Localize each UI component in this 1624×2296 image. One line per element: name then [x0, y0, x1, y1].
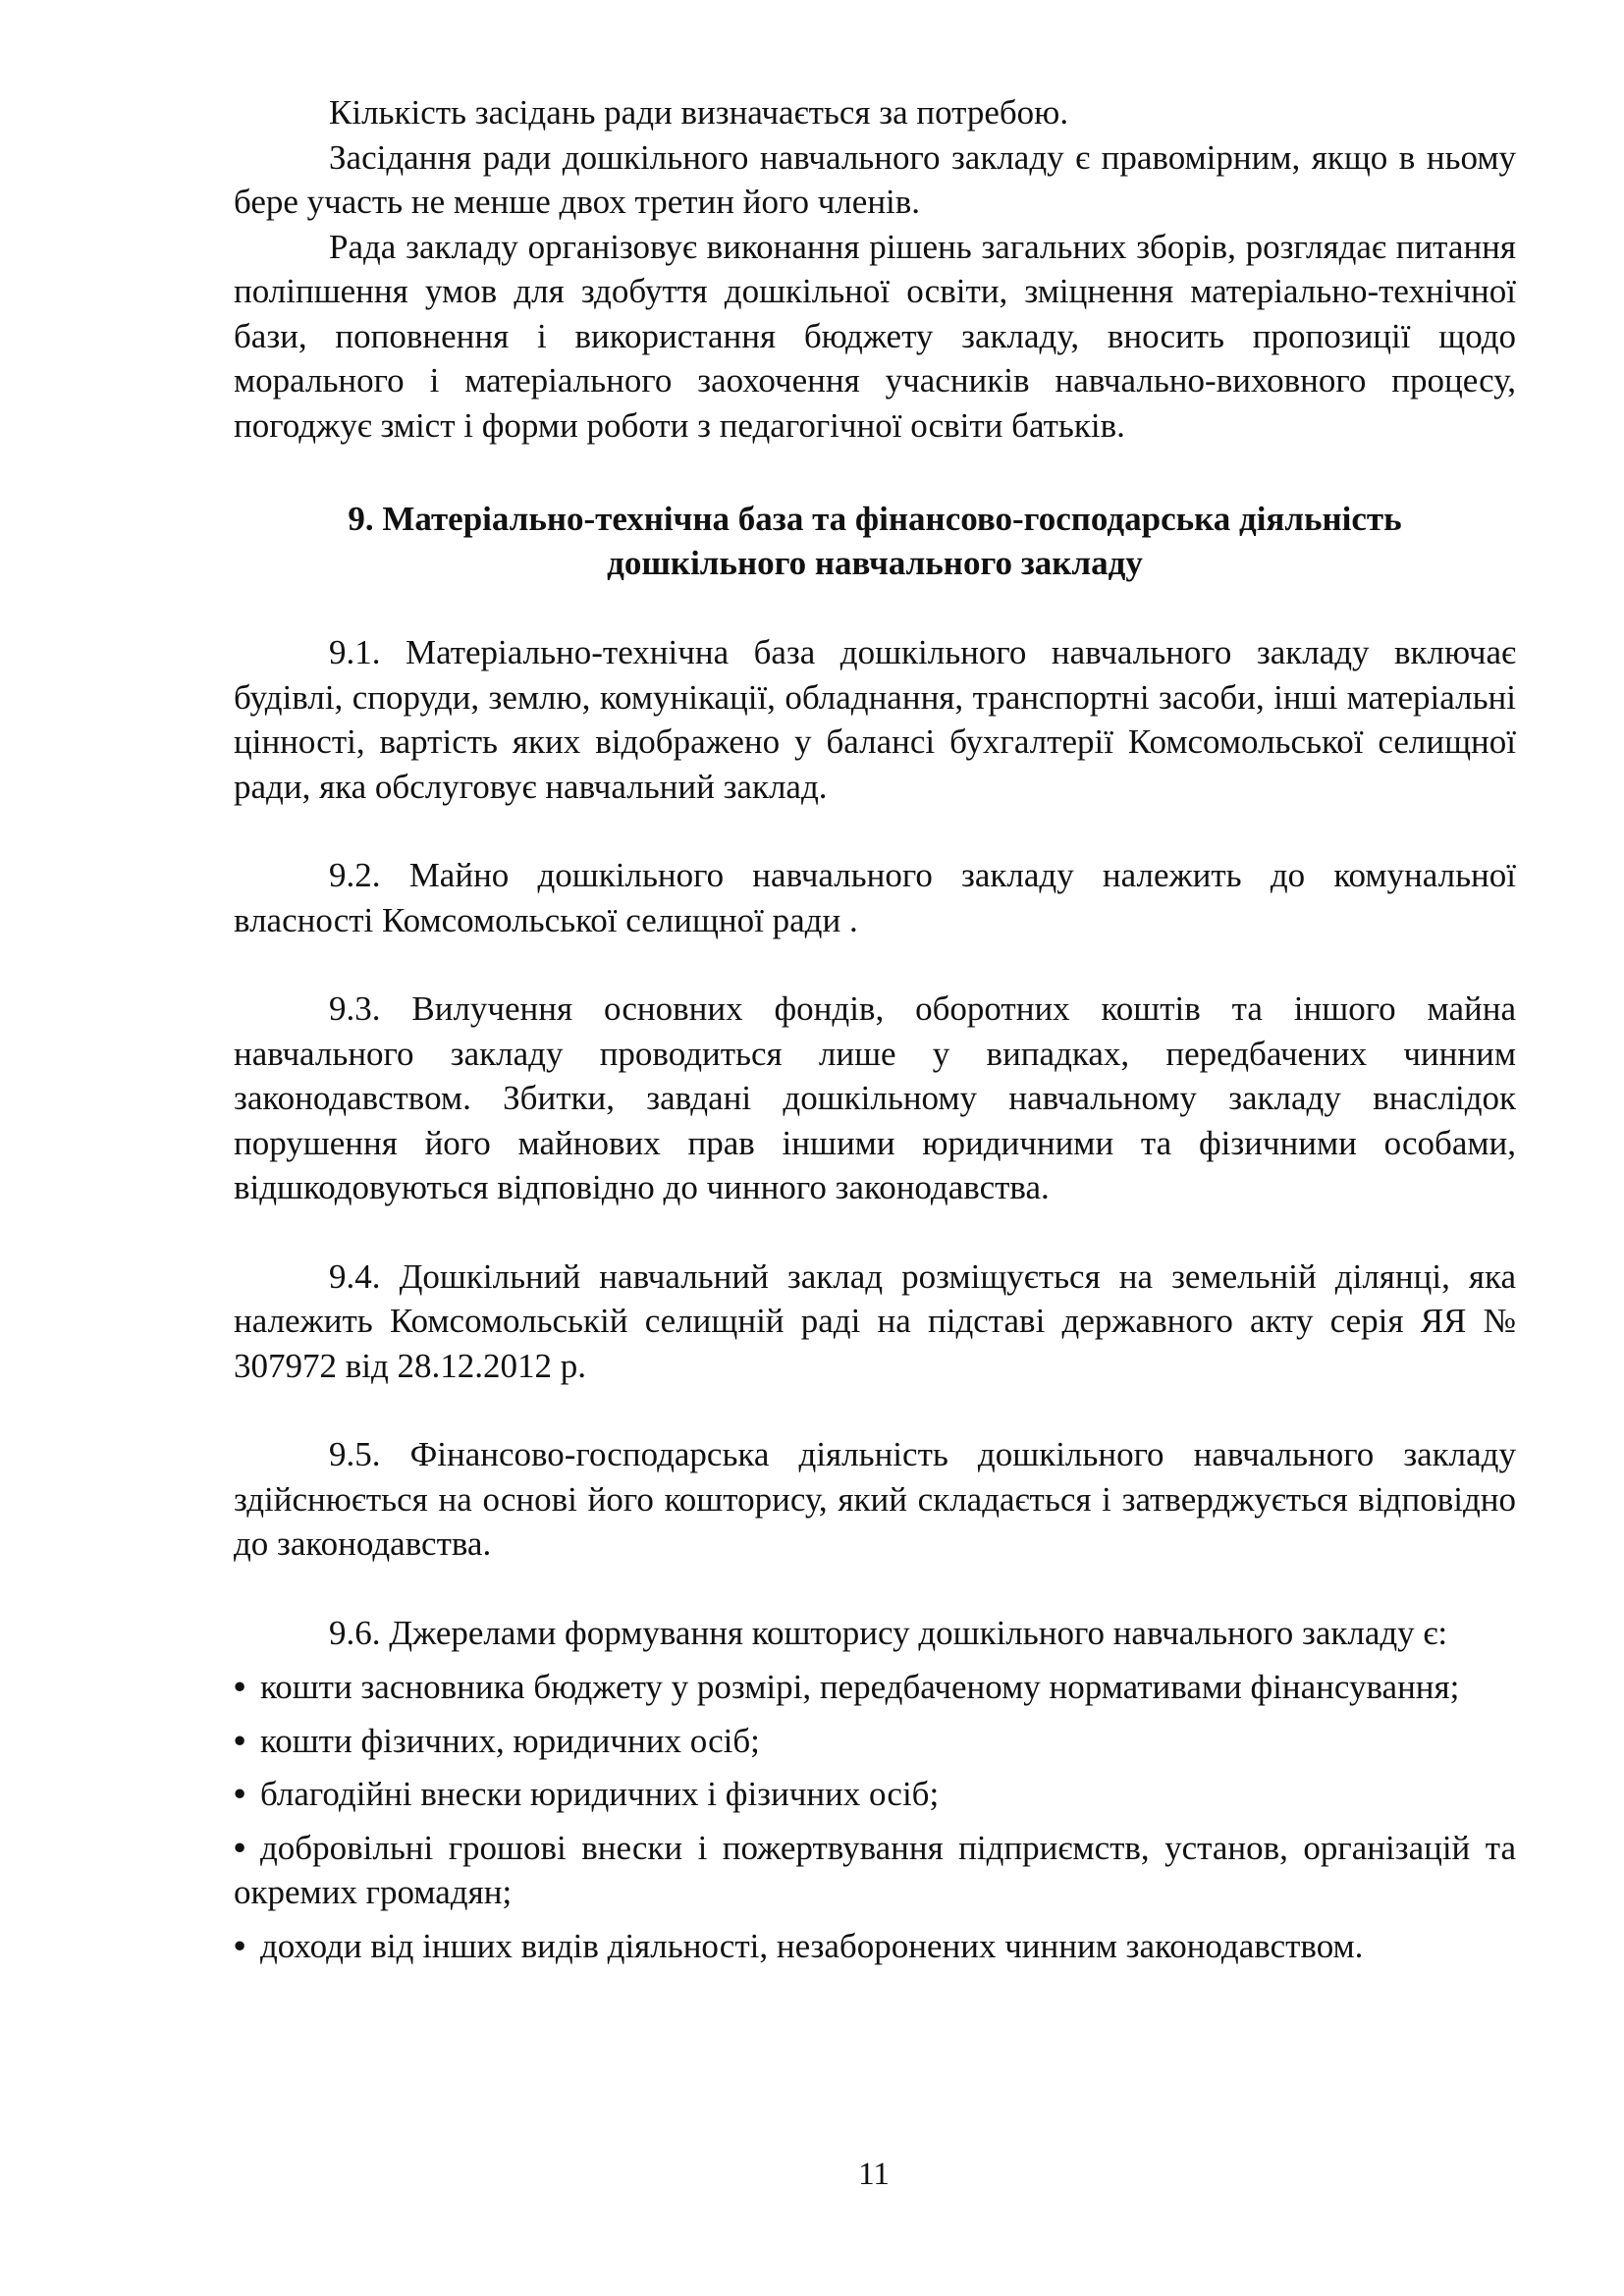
list-item-text: кошти фізичних, юридичних осіб;: [260, 1721, 760, 1760]
paragraph-9-2: 9.2. Майно дошкільного навчального закладу належить до комунальної власності Комсомольської селищної ради .: [234, 856, 1516, 939]
bullet-icon: •: [234, 1926, 246, 1965]
list-item-text: доходи від інших видів діяльності, незаборонених чинним законодавством.: [260, 1926, 1364, 1965]
paragraph-9-4: 9.4. Дошкільний навчальний заклад розміщується на земельній ділянці, яка належить Комсомольській селищній раді на підставі державного акту серія ЯЯ № 307972 від 28.12.2012 р.: [234, 1256, 1516, 1385]
list-item: [234, 1826, 1516, 1915]
page-number: 11: [858, 2157, 890, 2192]
section-heading-line-1: 9. Матеріально-технічна база та фінансово-господарська діяльність: [348, 500, 1402, 538]
list-item: [234, 1719, 1516, 1764]
bullet-icon: •: [234, 1775, 246, 1813]
paragraph-council-duties: Рада закладу організовує виконання рішень загальних зборів, розглядає питання поліпшення умов для здобуття дошкільної освіти, зміцнення матеріально-технічної бази, поповнення і використання бюджету закладу, вносить пропозиції щодо морального і матеріального заохочення учасників навчально-виховного процесу, погоджує зміст і форми роботи з педагогічної освіти батьків.: [234, 227, 1516, 445]
page-body: [234, 90, 1516, 1968]
bullet-icon: •: [234, 1721, 246, 1760]
paragraph-meeting-frequency: Кількість засідань ради визначається за потребою.: [329, 93, 1069, 132]
paragraph-9-1: 9.1. Матеріально-технічна база дошкільного навчального закладу включає будівлі, споруди, землю, комунікації, обладнання, транспортні засоби, інші матеріальні цінності, вартість яких відображено у балансі бухгалтерії Комсомольської селищної ради, яка обслуговує навчальний заклад.: [234, 633, 1516, 806]
paragraph-9-6: 9.6. Джерелами формування кошторису дошкільного навчального закладу є:: [329, 1613, 1448, 1652]
section-heading: [234, 497, 1516, 585]
list-item-text: добровільні грошові внески і пожертвування підприємств, установ, організацій та окремих громадян;: [234, 1828, 1516, 1911]
funding-sources-list: [234, 1665, 1516, 1968]
bullet-icon: •: [234, 1828, 246, 1867]
list-item: [234, 1665, 1516, 1710]
list-item: [234, 1772, 1516, 1817]
paragraph-9-5: 9.5. Фінансово-господарська діяльність дошкільного навчального закладу здійснюється на основі його кошторису, який складається і затверджується відповідно до законодавства.: [234, 1435, 1516, 1563]
section-heading-line-2: дошкільного навчального закладу: [607, 544, 1143, 582]
bullet-icon: •: [234, 1668, 246, 1706]
list-item-text: кошти засновника бюджету у розмірі, передбаченому нормативами фінансування;: [260, 1668, 1460, 1706]
list-item-text: благодійні внески юридичних і фізичних осіб;: [260, 1775, 940, 1813]
list-item: [234, 1924, 1516, 1969]
paragraph-meeting-quorum: Засідання ради дошкільного навчального закладу є правомірним, якщо в ньому бере участь не менше двох третин його членів.: [234, 137, 1516, 221]
paragraph-9-3: 9.3. Вилучення основних фондів, оборотних коштів та іншого майна навчального закладу проводиться лише у випадках, передбачених чинним законодавством. Збитки, завдані дошкільному навчальному закладу внаслідок порушення його майнових прав іншими юридичними та фізичними особами, відшкодовуються відповідно до чинного законодавства.: [234, 989, 1516, 1206]
